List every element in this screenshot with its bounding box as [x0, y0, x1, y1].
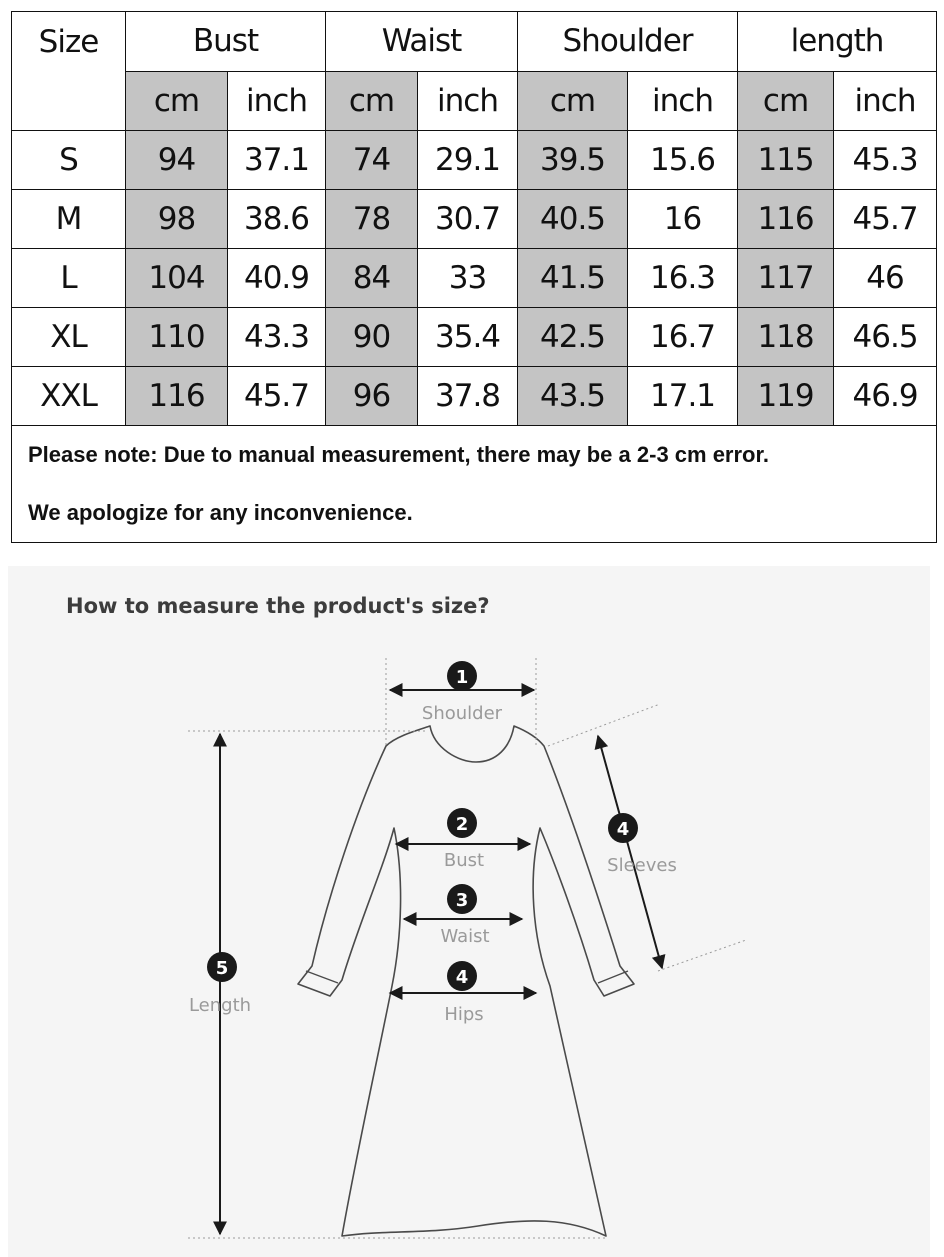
value-cell: 119 [738, 367, 834, 426]
right-cuff [598, 971, 628, 983]
marker-waist [440, 884, 489, 947]
unit-cell: inch [628, 71, 738, 131]
size-chart-table [11, 11, 937, 543]
value-cell: 116 [126, 367, 228, 426]
unit-cell: cm [326, 71, 418, 131]
number-shoulder: 1 [455, 667, 469, 688]
note-row [12, 426, 937, 543]
value-cell: 46 [834, 249, 937, 308]
value-cell: 30.7 [418, 190, 518, 249]
size-row-m [12, 190, 937, 249]
size-label: S [12, 131, 126, 190]
value-cell: 118 [738, 308, 834, 367]
value-cell: 116 [738, 190, 834, 249]
value-cell: 104 [126, 249, 228, 308]
value-cell: 39.5 [518, 131, 628, 190]
size-row-xl [12, 308, 937, 367]
number-bust: 2 [455, 814, 469, 835]
value-cell: 38.6 [228, 190, 326, 249]
header-bust: Bust [126, 12, 326, 72]
measurement-note [12, 426, 937, 543]
value-cell: 40.5 [518, 190, 628, 249]
header-length: length [738, 12, 937, 72]
label-sleeves: Sleeves [607, 855, 677, 876]
label-length: Length [188, 995, 252, 1016]
size-label: XL [12, 308, 126, 367]
header-size: Size [12, 12, 126, 131]
unit-cell: inch [228, 71, 326, 131]
value-cell: 45.7 [834, 190, 937, 249]
value-cell: 45.3 [834, 131, 937, 190]
value-cell: 98 [126, 190, 228, 249]
value-cell: 42.5 [518, 308, 628, 367]
value-cell: 40.9 [228, 249, 326, 308]
label-bust: Bust [443, 850, 485, 871]
dress-measure-diagram [8, 566, 930, 1257]
value-cell: 16.7 [628, 308, 738, 367]
number-hips: 4 [455, 967, 469, 988]
unit-cell: cm [738, 71, 834, 131]
value-cell: 41.5 [518, 249, 628, 308]
left-cuff [306, 971, 338, 983]
value-cell: 29.1 [418, 131, 518, 190]
note-line-2: We apologize for any inconvenience. [28, 500, 413, 525]
header-waist: Waist [326, 12, 518, 72]
guide-lines [188, 658, 746, 1238]
value-cell: 110 [126, 308, 228, 367]
size-label: XXL [12, 367, 126, 426]
value-cell: 17.1 [628, 367, 738, 426]
header-row [12, 12, 937, 72]
size-label: L [12, 249, 126, 308]
marker-bust [444, 808, 484, 871]
value-cell: 15.6 [628, 131, 738, 190]
unit-row [12, 71, 937, 131]
value-cell: 35.4 [418, 308, 518, 367]
value-cell: 45.7 [228, 367, 326, 426]
unit-cell: cm [126, 71, 228, 131]
value-cell: 115 [738, 131, 834, 190]
number-length: 5 [215, 958, 229, 979]
value-cell: 117 [738, 249, 834, 308]
value-cell: 94 [126, 131, 228, 190]
unit-cell: inch [834, 71, 937, 131]
measure-arrows [220, 690, 662, 1234]
value-cell: 96 [326, 367, 418, 426]
label-shoulder: Shoulder [421, 703, 503, 724]
value-cell: 78 [326, 190, 418, 249]
value-cell: 46.9 [834, 367, 937, 426]
size-row-xxl [12, 367, 937, 426]
value-cell: 90 [326, 308, 418, 367]
marker-sleeves [607, 813, 677, 876]
unit-cell: cm [518, 71, 628, 131]
size-row-l [12, 249, 937, 308]
value-cell: 74 [326, 131, 418, 190]
value-cell: 43.5 [518, 367, 628, 426]
unit-cell: inch [418, 71, 518, 131]
value-cell: 43.3 [228, 308, 326, 367]
value-cell: 84 [326, 249, 418, 308]
value-cell: 37.1 [228, 131, 326, 190]
value-cell: 33 [418, 249, 518, 308]
value-cell: 16.3 [628, 249, 738, 308]
size-row-s [12, 131, 937, 190]
value-cell: 16 [628, 190, 738, 249]
size-label: M [12, 190, 126, 249]
measure-guide-panel [8, 566, 930, 1257]
note-line-1: Please note: Due to manual measurement, there may be a 2-3 cm error. [28, 442, 769, 467]
measure-guide-title: How to measure the product's size? [66, 594, 490, 618]
marker-shoulder [422, 661, 503, 724]
label-waist: Waist [440, 926, 490, 947]
label-hips: Hips [444, 1004, 484, 1025]
value-cell: 37.8 [418, 367, 518, 426]
number-waist: 3 [455, 890, 469, 911]
header-shoulder: Shoulder [518, 12, 738, 72]
number-sleeves: 4 [616, 819, 630, 840]
value-cell: 46.5 [834, 308, 937, 367]
